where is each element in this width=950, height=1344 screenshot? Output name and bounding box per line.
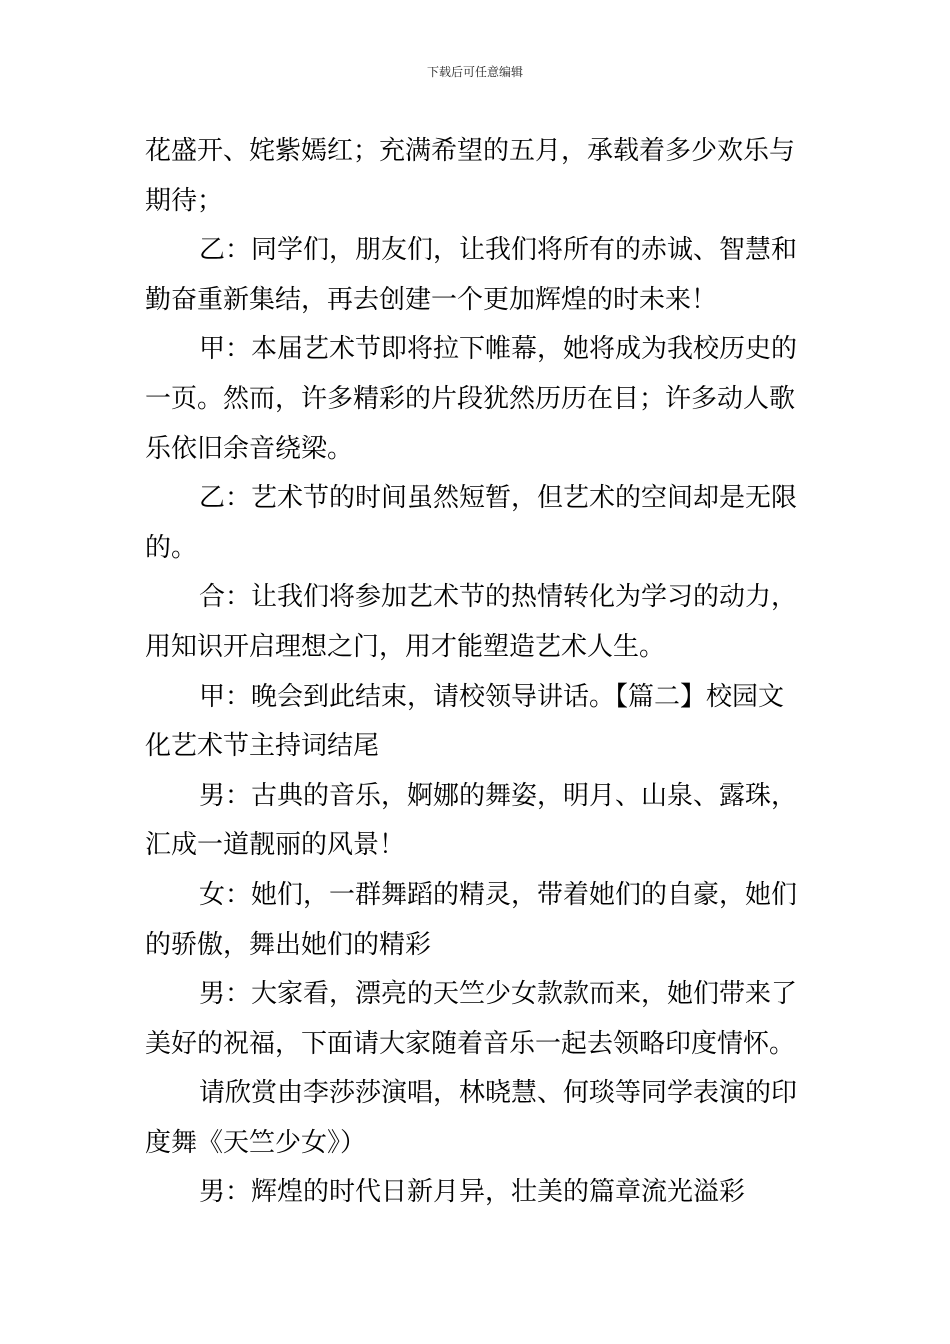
text-line: 男：辉煌的时代日新月异，壮美的篇章流光溢彩 (199, 1177, 746, 1208)
text-line: 度舞《天竺少女》） (145, 1127, 367, 1158)
text-line: 乙：艺术节的时间虽然短暂，但艺术的空间却是无限 (199, 483, 798, 514)
text-line: 的骄傲，舞出她们的精彩 (145, 929, 432, 960)
text-line: 女：她们，一群舞蹈的精灵，带着她们的自豪，她们 (199, 879, 798, 910)
text-line: 男：古典的音乐，婀娜的舞姿，明月、山泉、露珠， (199, 780, 798, 811)
text-line: 甲：本届艺术节即将拉下帷幕，她将成为我校历史的 (199, 334, 798, 365)
text-line: 请欣赏由李莎莎演唱，林晓慧、何琰等同学表演的印 (199, 1078, 798, 1109)
text-line: 合：让我们将参加艺术节的热情转化为学习的动力， (199, 582, 798, 613)
text-line: 美好的祝福，下面请大家随着音乐一起去领略印度情怀。 (145, 1028, 796, 1059)
text-line: 期待； (145, 185, 224, 216)
text-line: 男：大家看，漂亮的天竺少女款款而来，她们带来了 (199, 979, 798, 1010)
text-line: 花盛开、姹紫嫣红；充满希望的五月，承载着多少欢乐与 (145, 136, 796, 166)
text-line: 汇成一道靓丽的风景！ (145, 830, 406, 861)
text-line: 乙：同学们，朋友们，让我们将所有的赤诚、智慧和 (199, 235, 798, 266)
text-line: 勤奋重新集结，再去创建一个更加辉煌的时未来！ (145, 284, 718, 315)
text-line: 化艺术节主持词结尾 (145, 731, 380, 762)
text-line: 一页。然而，许多精彩的片段犹然历历在目；许多动人歌 (145, 383, 796, 414)
text-line: 的。 (145, 532, 198, 563)
text-line: 用知识开启理想之门，用才能塑造艺术人生。 (145, 631, 666, 662)
text-line: 甲：晚会到此结束，请校领导讲话。【篇二】校园文 (199, 681, 785, 712)
page-header (0, 64, 950, 80)
text-line: 乐依旧余音绕梁。 (145, 433, 354, 464)
document-body (145, 127, 809, 1218)
header-text: 下载后可任意编辑 (426, 65, 523, 79)
text-block (145, 127, 809, 1218)
